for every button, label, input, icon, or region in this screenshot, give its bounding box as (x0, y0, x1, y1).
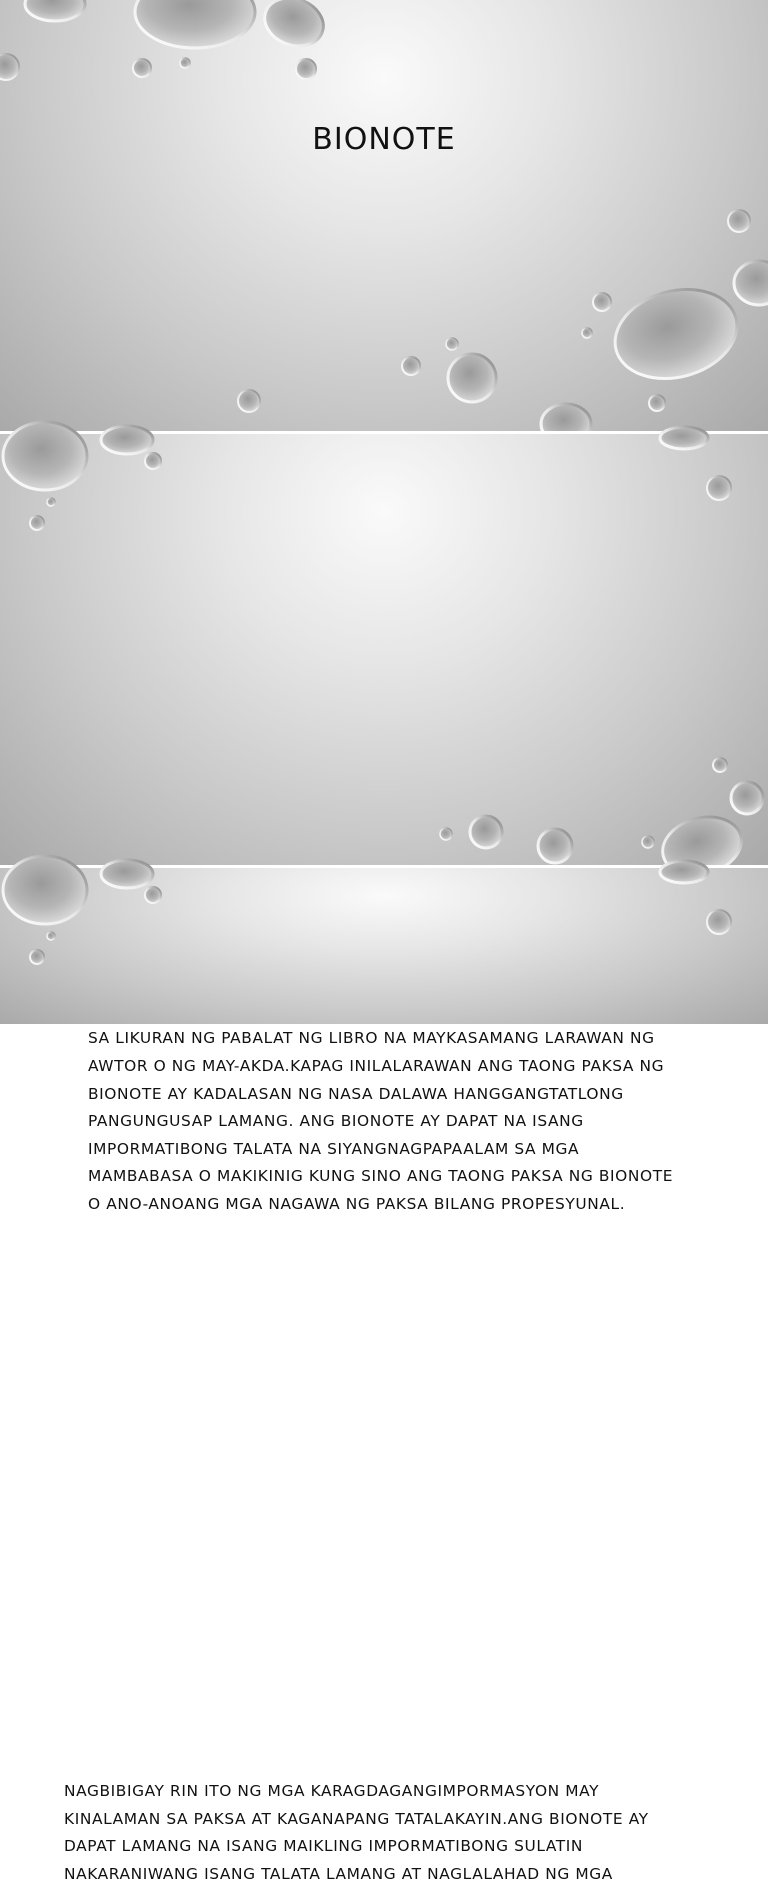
water-droplets-decoration (0, 868, 768, 1024)
slide-paragraph: NAGBIBIGAY RIN ITO NG MGA KARAGDAGANGIMPORMASYON MAY KINALAMAN SA PAKSA AT KAGANAPANG TATALAKAYIN.ANG BIONOTE AY DAPAT LAMANG NA ISANG MAIKLING IMPORMATIBONG SULATIN NAKARANIWANG ISANG TALATA LAMANG AT NAGLALAHAD NG MGA (64, 1782, 649, 1883)
water-droplets-decoration (0, 0, 768, 431)
slide-content-1 (0, 434, 768, 1213)
slide-title-text: BIONOTE (312, 122, 456, 157)
water-droplets-decoration (0, 434, 768, 865)
slide-paragraph: SA LIKURAN NG PABALAT NG LIBRO NA MAYKASAMANG LARAWAN NG AWTOR O NG MAY-AKDA.KAPAG INILALARAWAN ANG TAONG PAKSA NG BIONOTE AY KADALASAN NG NASA DALAWA HANGGANGTATLONG PANGUNGUSAP LAMANG. ANG BIONOTE AY DAPAT NA ISANG IMPORMATIBONG TALATA NA SIYANGNAGPAPAALAM SA MGA MAMBABASA O MAKIKINIG KUNG SINO ANG TAONG PAKSA NG BIONOTE O ANO-ANOANG MGA NAGAWA NG PAKSA BILANG PROPESYUNAL. (88, 1029, 674, 1213)
slide-title (0, 0, 768, 431)
